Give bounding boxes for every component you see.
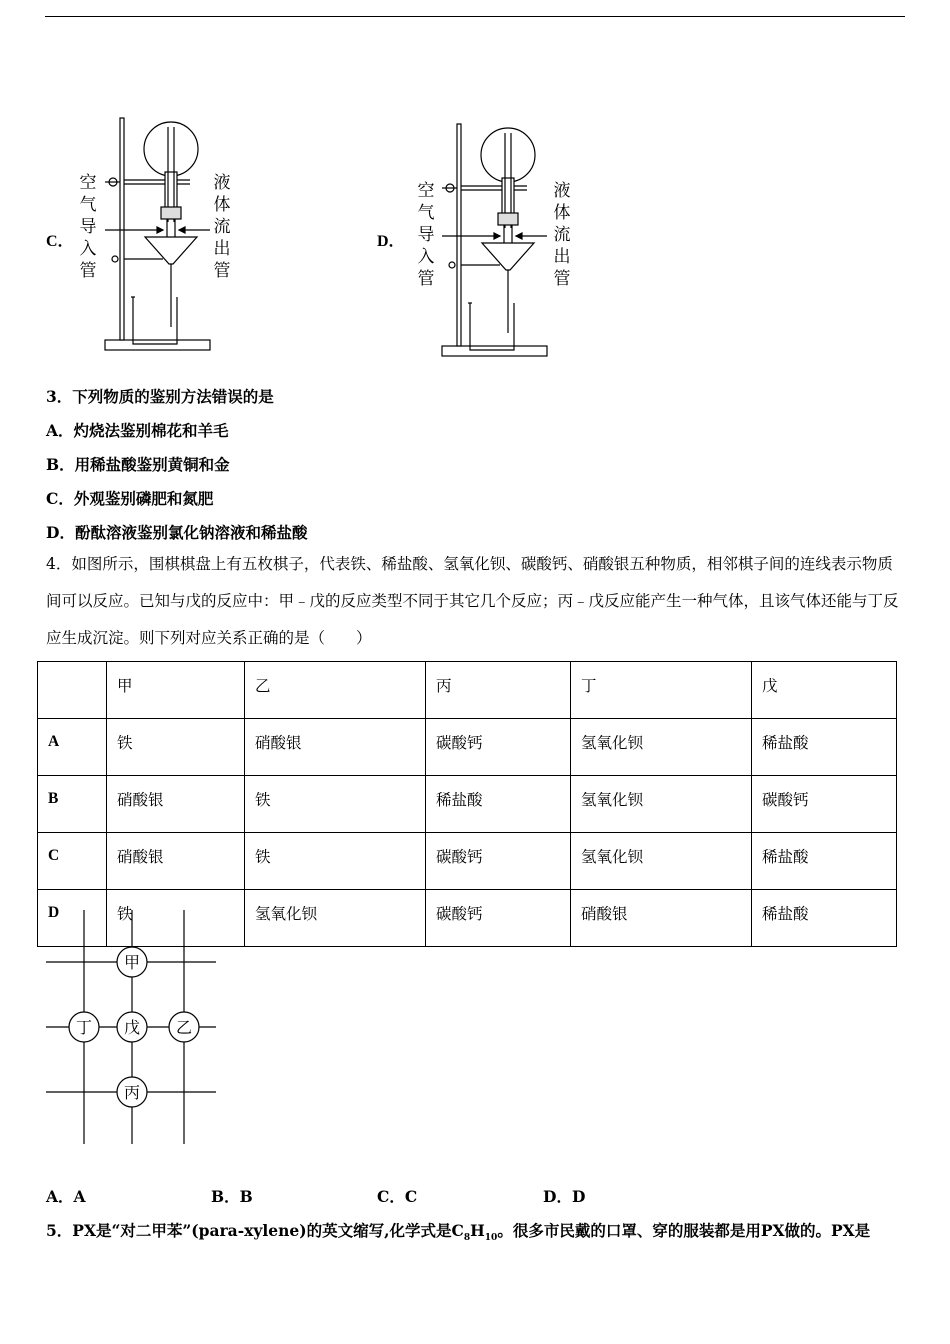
table-cell: 甲 [107,662,245,719]
table-cell: 丁 [571,662,752,719]
table-cell: C [38,833,107,890]
option-d-label: D． [377,233,405,250]
air-tube-label-c: 空气导入管 [79,173,97,281]
table-cell: 铁 [245,833,426,890]
air-tube-label-d: 空气导入管 [417,181,435,289]
q4-answer-a: A．A [46,1187,86,1206]
table-cell: 铁 [107,890,245,947]
q3-stem: 3．下列物质的鉴别方法错误的是 [46,387,274,406]
q5-subscript-1: 8 [463,1233,471,1244]
go-board-diagram [40,908,225,1148]
table-cell: 硝酸银 [245,719,426,776]
table-cell: 硝酸银 [571,890,752,947]
table-row [38,776,897,833]
q3-option-b: B．用稀盐酸鉴别黄铜和金 [46,455,230,474]
liquid-tube-label-d: 液体流出管 [553,181,571,289]
table-cell: 碳酸钙 [426,833,571,890]
table-cell: 氢氧化钡 [245,890,426,947]
table-row [38,719,897,776]
table-cell: 碳酸钙 [426,890,571,947]
table-cell: 氢氧化钡 [571,776,752,833]
table-cell: B [38,776,107,833]
table-row [38,833,897,890]
table-cell: 铁 [107,719,245,776]
table-cell: 戊 [752,662,897,719]
table-cell: 氢氧化钡 [571,719,752,776]
piece-yi: 乙 [175,1018,193,1037]
q5-stem-part3: 。很多市民戴的口罩、穿的服装都是用PX做的。PX是 [497,1221,871,1240]
q3-option-d: D．酚酞溶液鉴别氯化钠溶液和稀盐酸 [46,523,308,542]
table-cell: A [38,719,107,776]
option-c-label: C． [46,233,74,250]
piece-bing: 丙 [123,1083,141,1102]
header-rule [45,16,905,17]
table-cell: 稀盐酸 [752,719,897,776]
table-cell: 铁 [245,776,426,833]
piece-ding: 丁 [75,1018,93,1037]
table-cell: 硝酸银 [107,833,245,890]
q4-answer-d: D．D [543,1187,586,1206]
table-cell: 丙 [426,662,571,719]
table-cell: 稀盐酸 [752,833,897,890]
liquid-tube-label-c: 液体流出管 [213,173,231,281]
table-cell: 氢氧化钡 [571,833,752,890]
table-cell: 碳酸钙 [752,776,897,833]
table-header-row [38,662,897,719]
table-cell: D [38,890,107,947]
table-cell: 碳酸钙 [426,719,571,776]
piece-wu: 戊 [123,1018,141,1037]
piece-jia: 甲 [123,953,141,972]
q3-option-a: A．灼烧法鉴别棉花和羊毛 [46,421,229,440]
q4-answer-c: C．C [377,1187,418,1206]
table-cell: 硝酸银 [107,776,245,833]
q4-table [37,661,897,947]
apparatus-c-drawing [75,112,260,362]
table-cell: 乙 [245,662,426,719]
q4-answer-b: B．B [211,1187,253,1206]
table-cell: 稀盐酸 [426,776,571,833]
q5-subscript-2: 10 [484,1233,498,1244]
q5-stem-part2: H [470,1221,485,1240]
q5-stem-part1: 5．PX是“对二甲苯”(para-xylene)的英文缩写,化学式是C [46,1221,464,1240]
q4-stem: 4．如图所示，围棋棋盘上有五枚棋子，代表铁、稀盐酸、氢氧化钡、碳酸钙、硝酸银五种物质，相邻棋子间的连线表示物质间可以反应。已知与戊的反应中：甲﹣戊的反应类型不同于其它几个反应；丙﹣戊反应能产生一种气体，且该气体还能与丁反应生成沉淀。则下列对应关系正确的是（ ） [46,555,899,647]
table-cell [38,662,107,719]
apparatus-c [75,112,260,362]
q3-option-c: C．外观鉴别磷肥和氮肥 [46,489,214,508]
q5-stem [46,1219,870,1243]
table-cell: 稀盐酸 [752,890,897,947]
